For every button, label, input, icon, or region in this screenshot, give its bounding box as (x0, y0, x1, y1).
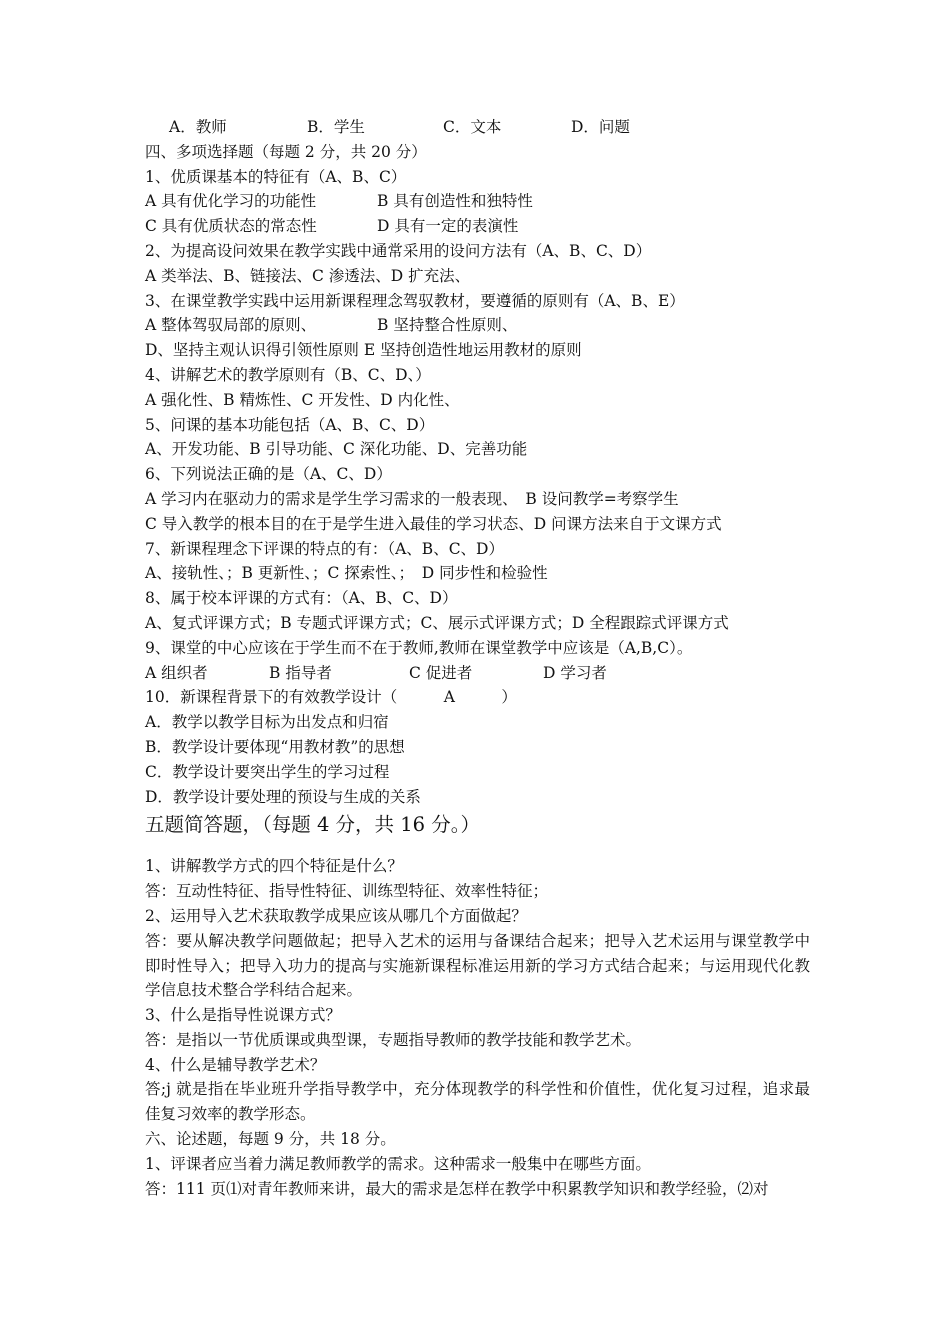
s4-q10-option-c: C．教学设计要突出学生的学习过程 (145, 762, 390, 781)
s4-question-3: 3、在课堂教学实践中运用新课程理念驾驭教材，要遵循的原则有（A、B、E） (145, 291, 685, 310)
s5-answer-1: 答：互动性特征、指导性特征、训练型特征、效率性特征； (145, 882, 549, 901)
s4-q2-options: A 类举法、B、链接法、C 渗透法、D 扩充法、 (145, 266, 471, 285)
option-d: D．问题 (571, 118, 630, 136)
s4-q4-options: A 强化性、B 精炼性、C 开发性、D 内化性、 (145, 390, 460, 409)
s5-answer-4: 答;j 就是指在毕业班升学指导教学中，充分体现教学的科学性和价值性，优化复习过程，追求最佳复习效率的教学形态。 (145, 1080, 810, 1124)
section6-heading: 六、论述题，每题 9 分，共 18 分。 (145, 1130, 396, 1149)
section4-heading: 四、多项选择题（每题 2 分，共 20 分） (145, 142, 427, 161)
s4-question-6: 6、下列说法正确的是（A、C、D） (145, 465, 392, 484)
option-text: B 指导者 (269, 663, 332, 682)
s4-q6-options-row1: A 学习内在驱动力的需求是学生学习需求的一般表现、 B 设问教学=考察学生 (145, 489, 679, 508)
s4-q10-option-d: D．教学设计要处理的预设与生成的关系 (145, 787, 421, 806)
s4-q10-option-b: B．教学设计要体现“用教材教”的思想 (145, 737, 405, 756)
s4-q1-options-row2 (145, 214, 810, 239)
section5-heading: 五题简答题，（每题 4 分，共 16 分。） (145, 813, 481, 837)
s5-question-4: 4、什么是辅导教学艺术？ (145, 1055, 326, 1074)
top-options (145, 115, 810, 140)
s4-question-9: 9、课堂的中心应该在于学生而不在于教师,教师在课堂教学中应该是（A,B,C）。 (145, 638, 693, 657)
option-text: D 具有一定的表演性 (377, 217, 519, 236)
s4-question-8: 8、属于校本评课的方式有：（A、B、C、D） (145, 589, 458, 608)
option-b: B．学生 (307, 118, 365, 136)
option-text: B 具有创造性和独特性 (377, 192, 533, 211)
option-text: A 整体驾驭局部的原则、 (145, 316, 317, 335)
s4-q3-options-row2: D、坚持主观认识得引领性原则 E 坚持创造性地运用教材的原则 (145, 341, 582, 360)
option-c: C．文本 (443, 118, 502, 136)
document-body (145, 115, 810, 1201)
option-text: C 促进者 (409, 663, 473, 682)
s4-q8-options: A、复式评课方式；B 专题式评课方式；C、展示式评课方式；D 全程跟踪式评课方式 (145, 613, 729, 632)
s5-answer-2: 答：要从解决教学问题做起；把导入艺术的运用与备课结合起来；把导入艺术运用与课堂教学中即时性导入；把导入功力的提高与实施新课程标准运用新的学习方式结合起来；与运用现代化教学信息技术整合学科结合起来。 (145, 931, 810, 1000)
option-a: A．教师 (169, 118, 227, 136)
s5-question-1: 1、讲解教学方式的四个特征是什么？ (145, 857, 403, 876)
option-text: D 学习者 (543, 663, 607, 682)
s5-question-3: 3、什么是指导性说课方式？ (145, 1006, 341, 1025)
s6-answer-1: 答：111 页⑴对青年教师来讲，最大的需求是怎样在教学中积累教学知识和教学经验，⑵对 (145, 1179, 769, 1198)
option-text: B 坚持整合性原则、 (377, 316, 518, 335)
s6-question-1: 1、评课者应当着力满足教师教学的需求。这种需求一般集中在哪些方面。 (145, 1154, 651, 1173)
s4-q6-options-row2: C 导入教学的根本目的在于是学生进入最佳的学习状态、D 问课方法来自于文课方式 (145, 514, 722, 533)
s4-question-7: 7、新课程理念下评课的特点的有：（A、B、C、D） (145, 539, 504, 558)
s4-q10-option-a: A．教学以教学目标为出发点和归宿 (145, 713, 389, 732)
s4-q1-options-row1 (145, 189, 810, 214)
s4-q9-options (145, 661, 810, 686)
s4-question-10: 10．新课程背景下的有效教学设计（ A ） (145, 688, 517, 707)
s4-q3-options-row1 (145, 313, 810, 338)
s4-question-4: 4、讲解艺术的教学原则有（B、C、D、） (145, 365, 431, 384)
option-text: C 具有优质状态的常态性 (145, 217, 317, 236)
s5-answer-3: 答：是指以一节优质课或典型课，专题指导教师的教学技能和教学艺术。 (145, 1030, 642, 1049)
option-text: A 组织者 (145, 663, 208, 682)
s4-question-1: 1、优质课基本的特征有（A、B、C） (145, 167, 407, 186)
s4-question-2: 2、为提高设问效果在教学实践中通常采用的设问方法有（A、B、C、D） (145, 241, 652, 260)
option-text: A 具有优化学习的功能性 (145, 192, 317, 211)
s5-question-2: 2、运用导入艺术获取教学成果应该从哪几个方面做起？ (145, 906, 527, 925)
s4-q7-options: A、接轨性、；B 更新性、；C 探索性、； D 同步性和检验性 (145, 564, 548, 583)
s4-question-5: 5、问课的基本功能包括（A、B、C、D） (145, 415, 435, 434)
s4-q5-options: A、开发功能、B 引导功能、C 深化功能、D、完善功能 (145, 440, 528, 459)
